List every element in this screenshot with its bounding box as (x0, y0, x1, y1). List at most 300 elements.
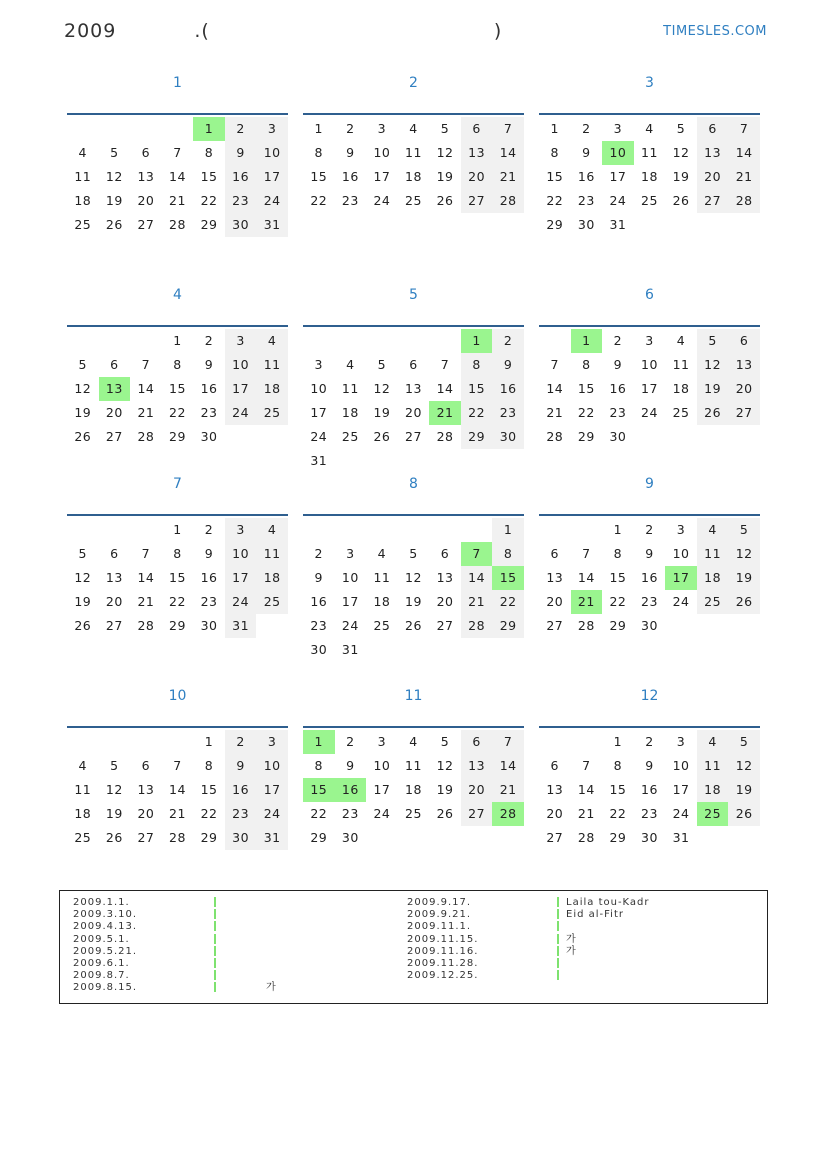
day-cell[interactable]: 6 (141, 145, 151, 160)
day-cell[interactable]: 6 (550, 546, 559, 561)
day-cell[interactable]: 19 (373, 405, 391, 420)
day-cell[interactable]: 7 (173, 758, 182, 773)
day-cell[interactable]: 31 (256, 826, 288, 850)
day-cell[interactable]: 20 (105, 405, 123, 420)
day-cell[interactable]: 2 (492, 329, 524, 353)
day-cell[interactable]: 8 (613, 758, 623, 773)
day-cell[interactable]: 6 (110, 546, 119, 561)
day-cell[interactable]: 5 (728, 518, 760, 542)
day-cell[interactable]: 5 (110, 758, 119, 773)
day-cell[interactable]: 8 (492, 542, 524, 566)
day-cell[interactable]: 15 (461, 377, 493, 401)
day-cell[interactable]: 6 (440, 546, 450, 561)
day-cell[interactable]: 21 (429, 401, 461, 425)
day-cell[interactable]: 18 (641, 169, 658, 184)
day-cell[interactable]: 12 (436, 758, 454, 773)
day-cell[interactable]: 13 (728, 353, 760, 377)
day-cell[interactable]: 24 (641, 405, 658, 420)
day-cell[interactable]: 28 (492, 189, 524, 213)
day-cell[interactable]: 15 (609, 570, 627, 585)
day-cell[interactable]: 7 (582, 758, 591, 773)
day-cell[interactable]: 3 (645, 333, 654, 348)
day-cell[interactable]: 3 (377, 734, 387, 749)
day-cell[interactable]: 9 (645, 758, 654, 773)
day-cell[interactable]: 26 (105, 217, 123, 232)
day-cell[interactable]: 26 (74, 618, 92, 633)
day-cell[interactable]: 11 (697, 754, 729, 778)
day-cell[interactable]: 1 (314, 121, 323, 136)
day-cell[interactable]: 28 (728, 189, 760, 213)
day-cell[interactable]: 1 (571, 329, 603, 353)
day-cell[interactable]: 1 (173, 522, 182, 537)
day-cell[interactable]: 22 (200, 193, 218, 208)
day-cell[interactable]: 1 (193, 117, 225, 141)
day-cell[interactable]: 25 (405, 193, 422, 208)
day-cell[interactable]: 10 (672, 546, 690, 561)
day-cell[interactable]: 12 (672, 145, 690, 160)
day-cell[interactable]: 24 (225, 401, 257, 425)
day-cell[interactable]: 22 (577, 405, 595, 420)
day-cell[interactable]: 8 (173, 357, 182, 372)
day-cell[interactable]: 12 (74, 570, 92, 585)
day-cell[interactable]: 8 (173, 546, 182, 561)
day-cell[interactable]: 10 (256, 754, 288, 778)
day-cell[interactable]: 3 (314, 357, 323, 372)
day-cell[interactable]: 14 (728, 141, 760, 165)
day-cell[interactable]: 14 (137, 570, 155, 585)
day-cell[interactable]: 22 (609, 594, 627, 609)
day-cell[interactable]: 16 (641, 782, 658, 797)
day-cell[interactable]: 20 (461, 778, 493, 802)
site-logo[interactable]: TIMESLES.COM (663, 24, 767, 39)
day-cell[interactable]: 16 (200, 570, 218, 585)
day-cell[interactable]: 3 (377, 121, 387, 136)
day-cell[interactable]: 30 (609, 429, 627, 444)
day-cell[interactable]: 4 (409, 734, 418, 749)
day-cell[interactable]: 16 (577, 169, 595, 184)
day-cell[interactable]: 18 (672, 381, 690, 396)
day-cell[interactable]: 17 (609, 169, 627, 184)
day-cell[interactable]: 22 (492, 590, 524, 614)
day-cell[interactable]: 24 (256, 189, 288, 213)
day-cell[interactable]: 3 (676, 522, 686, 537)
day-cell[interactable]: 19 (672, 169, 690, 184)
day-cell[interactable]: 15 (546, 169, 564, 184)
day-cell[interactable]: 25 (74, 217, 92, 232)
day-cell[interactable]: 1 (550, 121, 559, 136)
day-cell[interactable]: 19 (105, 193, 123, 208)
day-cell[interactable]: 11 (74, 782, 92, 797)
day-cell[interactable]: 15 (303, 778, 335, 802)
day-cell[interactable]: 31 (672, 830, 690, 845)
day-cell[interactable]: 8 (204, 758, 214, 773)
day-cell[interactable]: 17 (341, 594, 359, 609)
day-cell[interactable]: 24 (373, 193, 391, 208)
day-cell[interactable]: 19 (728, 778, 760, 802)
day-cell[interactable]: 20 (546, 806, 564, 821)
day-cell[interactable]: 13 (99, 377, 131, 401)
day-cell[interactable]: 13 (405, 381, 422, 396)
day-cell[interactable]: 4 (697, 730, 729, 754)
day-cell[interactable]: 12 (436, 145, 454, 160)
day-cell[interactable]: 19 (436, 782, 454, 797)
day-cell[interactable]: 13 (461, 754, 493, 778)
day-cell[interactable]: 9 (582, 145, 591, 160)
day-cell[interactable]: 15 (169, 570, 186, 585)
day-cell[interactable]: 23 (225, 189, 257, 213)
day-cell[interactable]: 15 (200, 782, 218, 797)
day-cell[interactable]: 11 (641, 145, 658, 160)
day-cell[interactable]: 24 (256, 802, 288, 826)
day-cell[interactable]: 15 (577, 381, 595, 396)
day-cell[interactable]: 6 (550, 758, 559, 773)
day-cell[interactable]: 14 (492, 141, 524, 165)
day-cell[interactable]: 17 (373, 169, 391, 184)
day-cell[interactable]: 30 (200, 618, 218, 633)
day-cell[interactable]: 17 (641, 381, 658, 396)
day-cell[interactable]: 25 (697, 802, 729, 826)
day-cell[interactable]: 30 (492, 425, 524, 449)
day-cell[interactable]: 6 (141, 758, 151, 773)
day-cell[interactable]: 14 (546, 381, 564, 396)
day-cell[interactable]: 10 (373, 758, 391, 773)
day-cell[interactable]: 18 (697, 778, 729, 802)
day-cell[interactable]: 17 (256, 165, 288, 189)
day-cell[interactable]: 1 (613, 734, 623, 749)
day-cell[interactable]: 18 (405, 169, 422, 184)
day-cell[interactable]: 29 (200, 217, 218, 232)
day-cell[interactable]: 7 (728, 117, 760, 141)
day-cell[interactable]: 22 (169, 594, 186, 609)
day-cell[interactable]: 30 (577, 217, 595, 232)
day-cell[interactable]: 9 (346, 145, 355, 160)
day-cell[interactable]: 23 (641, 594, 658, 609)
day-cell[interactable]: 11 (341, 381, 359, 396)
day-cell[interactable]: 9 (492, 353, 524, 377)
day-cell[interactable]: 26 (672, 193, 690, 208)
day-cell[interactable]: 18 (373, 594, 391, 609)
day-cell[interactable]: 5 (78, 357, 87, 372)
day-cell[interactable]: 21 (492, 165, 524, 189)
day-cell[interactable]: 19 (105, 806, 123, 821)
day-cell[interactable]: 25 (256, 590, 288, 614)
day-cell[interactable]: 23 (577, 193, 595, 208)
day-cell[interactable]: 26 (74, 429, 92, 444)
day-cell[interactable]: 11 (697, 542, 729, 566)
day-cell[interactable]: 27 (461, 189, 493, 213)
day-cell[interactable]: 4 (409, 121, 418, 136)
day-cell[interactable]: 14 (577, 570, 595, 585)
day-cell[interactable]: 5 (440, 121, 450, 136)
day-cell[interactable]: 28 (577, 618, 595, 633)
day-cell[interactable]: 11 (672, 357, 690, 372)
day-cell[interactable]: 16 (341, 169, 359, 184)
day-cell[interactable]: 11 (74, 169, 92, 184)
day-cell[interactable]: 5 (676, 121, 686, 136)
day-cell[interactable]: 25 (74, 830, 92, 845)
day-cell[interactable]: 6 (409, 357, 418, 372)
day-cell[interactable]: 24 (672, 806, 690, 821)
day-cell[interactable]: 19 (436, 169, 454, 184)
day-cell[interactable]: 23 (200, 594, 218, 609)
day-cell[interactable]: 27 (461, 802, 493, 826)
day-cell[interactable]: 22 (310, 806, 328, 821)
day-cell[interactable]: 14 (461, 566, 493, 590)
day-cell[interactable]: 10 (373, 145, 391, 160)
day-cell[interactable]: 26 (405, 618, 422, 633)
day-cell[interactable]: 30 (310, 642, 328, 657)
day-cell[interactable]: 21 (137, 594, 155, 609)
day-cell[interactable]: 1 (461, 329, 493, 353)
day-cell[interactable]: 30 (200, 429, 218, 444)
day-cell[interactable]: 12 (74, 381, 92, 396)
day-cell[interactable]: 15 (200, 169, 218, 184)
day-cell[interactable]: 14 (137, 381, 155, 396)
day-cell[interactable]: 9 (645, 546, 654, 561)
day-cell[interactable]: 28 (436, 429, 454, 444)
day-cell[interactable]: 3 (346, 546, 355, 561)
day-cell[interactable]: 4 (78, 758, 87, 773)
day-cell[interactable]: 7 (492, 117, 524, 141)
day-cell[interactable]: 10 (225, 542, 257, 566)
day-cell[interactable]: 17 (672, 782, 690, 797)
day-cell[interactable]: 2 (346, 734, 355, 749)
day-cell[interactable]: 12 (405, 570, 422, 585)
day-cell[interactable]: 21 (577, 806, 595, 821)
day-cell[interactable]: 18 (256, 377, 288, 401)
day-cell[interactable]: 23 (341, 193, 359, 208)
day-cell[interactable]: 16 (335, 778, 367, 802)
day-cell[interactable]: 22 (609, 806, 627, 821)
day-cell[interactable]: 27 (728, 401, 760, 425)
day-cell[interactable]: 30 (225, 213, 257, 237)
day-cell[interactable]: 7 (492, 730, 524, 754)
day-cell[interactable]: 16 (492, 377, 524, 401)
day-cell[interactable]: 8 (613, 546, 623, 561)
day-cell[interactable]: 3 (676, 734, 686, 749)
day-cell[interactable]: 15 (310, 169, 328, 184)
day-cell[interactable]: 2 (204, 522, 214, 537)
day-cell[interactable]: 7 (141, 357, 151, 372)
day-cell[interactable]: 4 (346, 357, 355, 372)
day-cell[interactable]: 14 (492, 754, 524, 778)
day-cell[interactable]: 27 (546, 830, 564, 845)
day-cell[interactable]: 17 (373, 782, 391, 797)
day-cell[interactable]: 1 (173, 333, 182, 348)
day-cell[interactable]: 18 (697, 566, 729, 590)
day-cell[interactable]: 14 (169, 169, 186, 184)
day-cell[interactable]: 30 (641, 830, 658, 845)
day-cell[interactable]: 16 (641, 570, 658, 585)
day-cell[interactable]: 6 (461, 730, 493, 754)
day-cell[interactable]: 24 (310, 429, 328, 444)
day-cell[interactable]: 29 (577, 429, 595, 444)
day-cell[interactable]: 14 (577, 782, 595, 797)
day-cell[interactable]: 4 (256, 518, 288, 542)
day-cell[interactable]: 2 (613, 333, 623, 348)
day-cell[interactable]: 20 (697, 165, 729, 189)
day-cell[interactable]: 29 (200, 830, 218, 845)
day-cell[interactable]: 27 (105, 429, 123, 444)
day-cell[interactable]: 2 (314, 546, 323, 561)
day-cell[interactable]: 25 (672, 405, 690, 420)
day-cell[interactable]: 14 (436, 381, 454, 396)
day-cell[interactable]: 22 (169, 405, 186, 420)
day-cell[interactable]: 16 (225, 778, 257, 802)
day-cell[interactable]: 20 (137, 806, 155, 821)
day-cell[interactable]: 3 (225, 518, 257, 542)
day-cell[interactable]: 20 (728, 377, 760, 401)
day-cell[interactable]: 3 (256, 117, 288, 141)
day-cell[interactable]: 18 (74, 193, 92, 208)
day-cell[interactable]: 29 (169, 429, 186, 444)
day-cell[interactable]: 27 (697, 189, 729, 213)
day-cell[interactable]: 25 (341, 429, 359, 444)
day-cell[interactable]: 20 (405, 405, 422, 420)
day-cell[interactable]: 21 (137, 405, 155, 420)
day-cell[interactable]: 31 (256, 213, 288, 237)
day-cell[interactable]: 24 (373, 806, 391, 821)
day-cell[interactable]: 30 (641, 618, 658, 633)
day-cell[interactable]: 9 (346, 758, 355, 773)
day-cell[interactable]: 31 (225, 614, 257, 638)
day-cell[interactable]: 9 (225, 754, 257, 778)
day-cell[interactable]: 11 (256, 353, 288, 377)
day-cell[interactable]: 25 (405, 806, 422, 821)
day-cell[interactable]: 3 (225, 329, 257, 353)
day-cell[interactable]: 10 (256, 141, 288, 165)
day-cell[interactable]: 25 (373, 618, 391, 633)
day-cell[interactable]: 10 (602, 141, 634, 165)
day-cell[interactable]: 2 (645, 522, 654, 537)
day-cell[interactable]: 1 (613, 522, 623, 537)
day-cell[interactable]: 20 (546, 594, 564, 609)
day-cell[interactable]: 21 (492, 778, 524, 802)
day-cell[interactable]: 16 (200, 381, 218, 396)
day-cell[interactable]: 9 (225, 141, 257, 165)
day-cell[interactable]: 27 (405, 429, 422, 444)
day-cell[interactable]: 8 (204, 145, 214, 160)
day-cell[interactable]: 12 (697, 353, 729, 377)
day-cell[interactable]: 22 (200, 806, 218, 821)
day-cell[interactable]: 17 (225, 566, 257, 590)
day-cell[interactable]: 4 (78, 145, 87, 160)
day-cell[interactable]: 12 (728, 754, 760, 778)
day-cell[interactable]: 3 (613, 121, 623, 136)
day-cell[interactable]: 29 (492, 614, 524, 638)
day-cell[interactable]: 16 (310, 594, 328, 609)
day-cell[interactable]: 11 (373, 570, 391, 585)
day-cell[interactable]: 18 (405, 782, 422, 797)
day-cell[interactable]: 25 (641, 193, 658, 208)
day-cell[interactable]: 28 (546, 429, 564, 444)
day-cell[interactable]: 9 (314, 570, 323, 585)
day-cell[interactable]: 5 (697, 329, 729, 353)
day-cell[interactable]: 27 (137, 830, 155, 845)
day-cell[interactable]: 15 (609, 782, 627, 797)
day-cell[interactable]: 1 (303, 730, 335, 754)
day-cell[interactable]: 28 (169, 217, 186, 232)
day-cell[interactable]: 21 (461, 590, 493, 614)
day-cell[interactable]: 26 (697, 401, 729, 425)
day-cell[interactable]: 12 (105, 782, 123, 797)
day-cell[interactable]: 26 (436, 806, 454, 821)
day-cell[interactable]: 13 (137, 782, 155, 797)
day-cell[interactable]: 10 (672, 758, 690, 773)
day-cell[interactable]: 28 (577, 830, 595, 845)
day-cell[interactable]: 11 (256, 542, 288, 566)
day-cell[interactable]: 6 (728, 329, 760, 353)
day-cell[interactable]: 5 (409, 546, 418, 561)
day-cell[interactable]: 3 (256, 730, 288, 754)
day-cell[interactable]: 2 (346, 121, 355, 136)
day-cell[interactable]: 26 (105, 830, 123, 845)
day-cell[interactable]: 19 (405, 594, 422, 609)
day-cell[interactable]: 20 (461, 165, 493, 189)
day-cell[interactable]: 25 (256, 401, 288, 425)
day-cell[interactable]: 15 (169, 381, 186, 396)
day-cell[interactable]: 20 (436, 594, 454, 609)
day-cell[interactable]: 13 (546, 782, 564, 797)
day-cell[interactable]: 31 (609, 217, 627, 232)
day-cell[interactable]: 10 (225, 353, 257, 377)
day-cell[interactable]: 28 (137, 429, 155, 444)
day-cell[interactable]: 5 (78, 546, 87, 561)
day-cell[interactable]: 27 (546, 618, 564, 633)
day-cell[interactable]: 10 (341, 570, 359, 585)
day-cell[interactable]: 7 (141, 546, 151, 561)
day-cell[interactable]: 2 (204, 333, 214, 348)
day-cell[interactable]: 20 (105, 594, 123, 609)
day-cell[interactable]: 19 (74, 594, 92, 609)
day-cell[interactable]: 17 (665, 566, 697, 590)
day-cell[interactable]: 13 (105, 570, 123, 585)
day-cell[interactable]: 27 (105, 618, 123, 633)
day-cell[interactable]: 15 (492, 566, 524, 590)
day-cell[interactable]: 12 (105, 169, 123, 184)
day-cell[interactable]: 9 (613, 357, 623, 372)
day-cell[interactable]: 24 (672, 594, 690, 609)
day-cell[interactable]: 13 (546, 570, 564, 585)
day-cell[interactable]: 22 (310, 193, 328, 208)
day-cell[interactable]: 23 (200, 405, 218, 420)
day-cell[interactable]: 26 (728, 802, 760, 826)
day-cell[interactable]: 2 (582, 121, 591, 136)
day-cell[interactable]: 2 (225, 730, 257, 754)
day-cell[interactable]: 1 (204, 734, 214, 749)
day-cell[interactable]: 18 (256, 566, 288, 590)
day-cell[interactable]: 22 (546, 193, 564, 208)
day-cell[interactable]: 8 (314, 145, 323, 160)
day-cell[interactable]: 4 (697, 518, 729, 542)
day-cell[interactable]: 25 (697, 590, 729, 614)
day-cell[interactable]: 23 (225, 802, 257, 826)
day-cell[interactable]: 21 (546, 405, 564, 420)
day-cell[interactable]: 30 (341, 830, 359, 845)
day-cell[interactable]: 24 (609, 193, 627, 208)
day-cell[interactable]: 4 (645, 121, 654, 136)
day-cell[interactable]: 16 (609, 381, 627, 396)
day-cell[interactable]: 24 (341, 618, 359, 633)
day-cell[interactable]: 11 (405, 145, 422, 160)
day-cell[interactable]: 10 (310, 381, 328, 396)
day-cell[interactable]: 8 (461, 353, 493, 377)
day-cell[interactable]: 7 (440, 357, 450, 372)
day-cell[interactable]: 10 (641, 357, 658, 372)
day-cell[interactable]: 23 (609, 405, 627, 420)
day-cell[interactable]: 16 (225, 165, 257, 189)
day-cell[interactable]: 7 (461, 542, 493, 566)
